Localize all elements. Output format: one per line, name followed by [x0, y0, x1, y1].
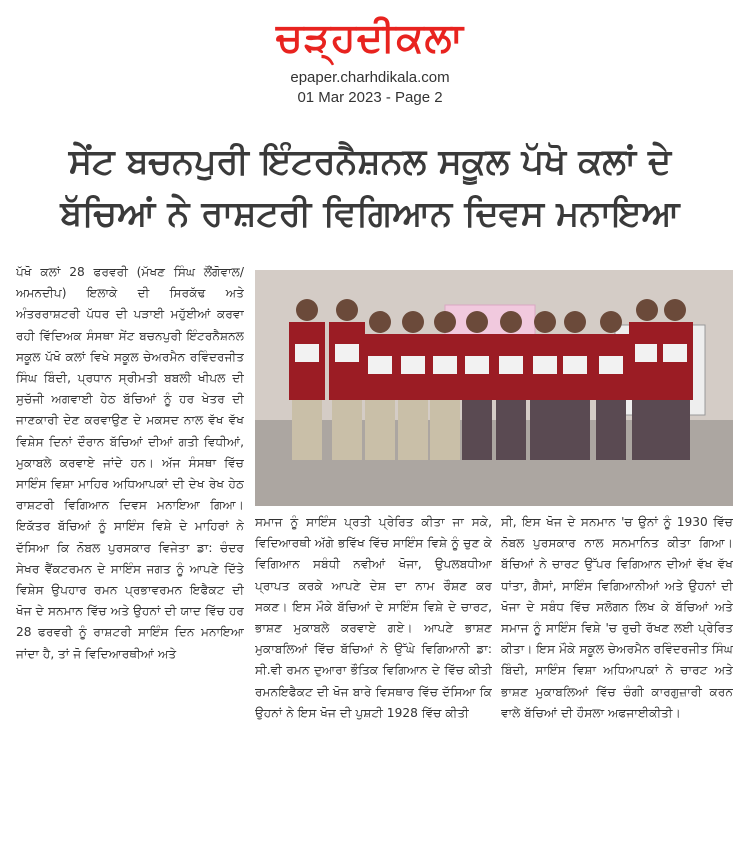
- article-headline: [8, 136, 732, 240]
- masthead: [0, 8, 740, 118]
- headline-line-1: ਸੇਂਟ ਬਚਨਪੁਰੀ ਇੰਟਰਨੈਸ਼ਨਲ ਸਕੂਲ ਪੱਖੋ ਕਲਾਂ ਦੇ: [68, 142, 672, 182]
- site-url[interactable]: epaper.charhdikala.com: [290, 69, 450, 86]
- article-column-2: ਸਮਾਜ ਨੂੰ ਸਾਇੰਸ ਪ੍ਰਤੀ ਪ੍ਰੇਰਿਤ ਕੀਤਾ ਜਾ ਸਕੇ, ਵਿਦਿਆਰਥੀ ਅੱਗੇ ਭਵਿੱਖ ਵਿੱਚ ਸਾਇੰਸ ਵਿਸ਼ੇ ਨੂੰ ਚੁਣ ਕੇ ਵਿਗਿਆਨ ਸਬੰਧੀ ਨਵੀਆਂ ਖੋਜਾ, ਉਪਲਬਧੀਆ ਪ੍ਰਾਪਤ ਕਰਕੇ ਆਪਣੇ ਦੇਸ਼ ਦਾ ਨਾਮ ਰੌਸ਼ਣ ਕਰ ਸਕਣ। ਇਸ ਮੌਕੇ ਬੱਚਿਆਂ ਦੇ ਸਾਇੰਸ ਵਿਸ਼ੇ ਦੇ ਚਾਰਟ, ਭਾਸ਼ਣ ਮੁਕਾਬਲੇ ਕਰਵਾਏ ਗਏ। ਆਪਣੇ ਭਾਸ਼ਣ ਮੁਕਾਬਲਿਆਂ ਵਿੱਚ ਬੱਚਿਆਂ ਨੇ ਉੱਘੇ ਵਿਗਿਆਨੀ ਡਾ: ਸੀ.ਵੀ ਰਮਨ ਦੁਆਰਾ ਭੌਤਿਕ ਵਿਗਿਆਨ ਦੇ ਵਿੱਚ ਕੀਤੀ ਰਮਨਇਫੈਕਟ ਦੀ ਖੋਜ ਬਾਰੇ ਵਿਸਥਾਰ ਵਿੱਚ ਦੱਸਿਆ ਕਿ ਉਹਨਾਂ ਨੇ ਇਸ ਖੋਜ ਦੀ ਪੁਸ਼ਟੀ 1928 ਵਿੱਚ ਕੀਤੀ: [255, 515, 492, 720]
- newspaper-logo[interactable]: ਚੜ੍ਹਦੀਕਲਾ: [276, 15, 464, 61]
- student-figure: [289, 299, 325, 460]
- article-photo[interactable]: [255, 270, 733, 506]
- article-column-1: ਪੱਖੋ ਕਲਾਂ 28 ਫਰਵਰੀ (ਮੱਖਣ ਸਿੰਘ ਲੌਂਗੋਵਾਲ/ਅਮਨਦੀਪ) ਇਲਾਕੇ ਦੀ ਸਿਰਕੱਢ ਅਤੇ ਅੰਤਰਰਾਸ਼ਟਰੀ ਪੱਧਰ ਦੀ ਪੜਾਈ ਮਹੁੱਈਆਂ ਕਰਵਾ ਰਹੀ ਵਿੱਦਿਅਕ ਸੰਸਥਾ ਸੇਂਟ ਬਚਨਪੁਰੀ ਇੰਟਰਨੈਸ਼ਨਲ ਸਕੂਲ ਪੱਖੋ ਕਲਾਂ ਵਿਖੇ ਸਕੂਲ ਚੇਅਰਮੈਨ ਰਵਿੰਦਰਜੀਤ ਸਿੰਘ ਬਿੰਦੀ, ਪ੍ਰਧਾਨ ਸ੍ਰੀਮਤੀ ਬਬਲੀ ਖੀਪਲ ਦੀ ਸੁਚੱਜੀ ਅਗਵਾਈ ਹੇਠ ਬੱਚਿਆਂ ਨੂੰ ਹਰ ਖੇਤਰ ਦੀ ਜਾਣਕਾਰੀ ਦੇਣ ਕਰਵਾਉਣ ਦੇ ਮਕਸਦ ਨਾਲ ਵੱਖ ਵੱਖ ਵਿਸ਼ੇਸ ਦਿਨਾਂ ਦੌਰਾਨ ਬੱਚਿਆਂ ਦੀਆਂ ਗਤੀ ਵਿਧੀਆਂ, ਮੁਕਾਬਲੇ ਕਰਵਾਏ ਜਾਂਦੇ ਹਨ। ਅੱਜ ਸੰਸਥਾ ਵਿੱਚ ਸਾਇੰਸ ਵਿਸ਼ਾ ਮਾਹਿਰ ਅਧਿਆਪਕਾਂ ਦੀ ਦੇਖ ਰੇਖ ਹੇਠ ਰਾਸ਼ਟਰੀ ਵਿਗਿਆਨ ਦਿਵਸ ਮਨਾਇਆ ਗਿਆ। ਇਕੱਤਰ ਬੱਚਿਆਂ ਨੂੰ ਸਾਇੰਸ ਵਿਸ਼ੇ ਦੇ ਮਾਹਿਰਾਂ ਨੇ ਦੱਸਿਆ ਕਿ ਨੋਬਲ ਪੁਰਸਕਾਰ ਵਿਜੇਤਾ ਡਾ: ਚੰਦਰ ਸੇਖਰ ਵੈਂਕਟਰਮਨ ਦੇ ਸਾਇੰਸ ਜਗਤ ਨੂੰ ਆਪਣੇ ਦਿੱਤੇ ਵਿਸ਼ੇਸ ਉਪਹਾਰ ਰਮਨ ਪ੍ਰਭਾਵਰਮਨ ਇਫੈਕਟ ਦੀ ਖੋਜ ਦੇ ਸਨਮਾਨ ਵਿੱਚ ਅਤੇ ਉਹਨਾਂ ਦੀ ਯਾਦ ਵਿੱਚ ਹਰ 28 ਫਰਵਰੀ ਨੂੰ ਰਾਸ਼ਟਰੀ ਸਾਇੰਸ ਦਿਨ ਮਨਾਇਆ ਜਾਂਦਾ ਹੈ, ਤਾਂ ਜੋ ਵਿਦਿਆਰਥੀਆਂ ਅਤੇ: [16, 265, 244, 661]
- students-group-photo: [255, 270, 733, 506]
- article-column-3: ਸੀ, ਇਸ ਖੋਜ ਦੇ ਸਨਮਾਨ 'ਚ ਉਨਾਂ ਨੂੰ 1930 ਵਿੱਚ ਨੋਬਲ ਪੁਰਸਕਾਰ ਨਾਲ ਸਨਮਾਨਿਤ ਕੀਤਾ ਗਿਆ। ਬੱਚਿਆਂ ਨੇ ਚਾਰਟ ਉੱਪਰ ਵਿਗਿਆਨ ਦੀਆਂ ਵੱਖ ਵੱਖ ਧਾਂਤਾ, ਗੈਸਾਂ, ਸਾਇੰਸ ਵਿਗਿਆਨੀਆਂ ਅਤੇ ਉਹਨਾਂ ਦੀ ਖੋਜਾ ਦੇ ਸਬੰਧ ਵਿੱਚ ਸਲੋਗਨ ਲਿਖ ਕੇ ਬੱਚਿਆਂ ਅਤੇ ਸਮਾਜ ਨੂੰ ਸਾਇੰਸ ਵਿਸ਼ੇ 'ਚ ਰੁਚੀ ਰੱਖਣ ਲਈ ਪ੍ਰੇਰਿਤ ਕੀਤਾ। ਇਸ ਮੌਕੇ ਸਕੂਲ ਚੇਅਰਮੈਨ ਰਵਿੰਦਰਜੀਤ ਸਿੰਘ ਬਿੰਦੀ, ਸਾਇੰਸ ਵਿਸ਼ਾ ਅਧਿਆਪਕਾਂ ਨੇ ਚਾਰਟ ਅਤੇ ਭਾਸ਼ਣ ਮੁਕਾਬਲਿਆਂ ਵਿੱਚ ਚੰਗੀ ਕਾਰਗੁਜ਼ਾਰੀ ਕਰਨ ਵਾਲੇ ਬੱਚਿਆਂ ਦੀ ਹੌਸਲਾ ਅਫਜਾਈਕੀਤੀ।: [501, 515, 733, 720]
- edition-date: 01 Mar 2023 - Page 2: [297, 89, 443, 106]
- headline-line-2: ਬੱਚਿਆਂ ਨੇ ਰਾਸ਼ਟਰੀ ਵਿਗਿਆਨ ਦਿਵਸ ਮਨਾਇਆ: [60, 194, 680, 234]
- student-figure: [329, 299, 365, 460]
- student-figure: [657, 299, 693, 460]
